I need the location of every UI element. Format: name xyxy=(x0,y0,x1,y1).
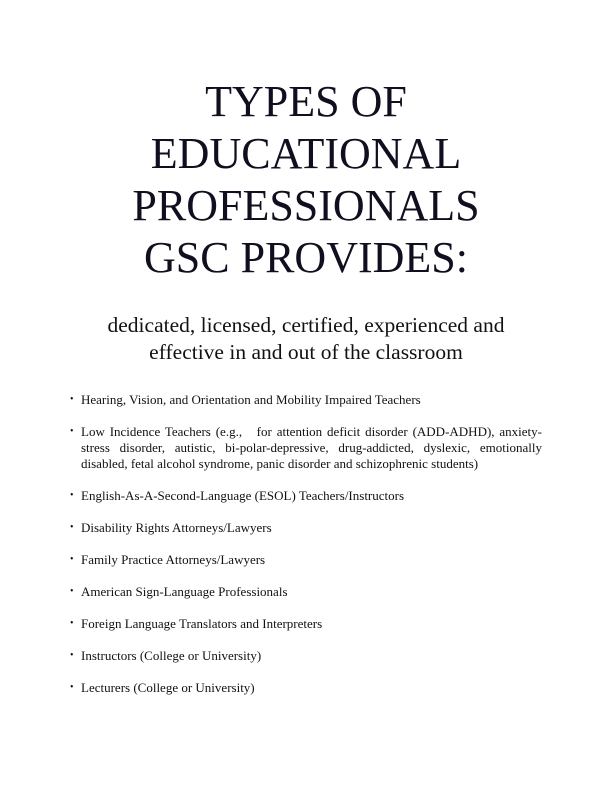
list-item xyxy=(70,424,546,472)
list-item-text: Lecturers (College or University) xyxy=(81,680,255,695)
list-item xyxy=(70,680,542,696)
list-item-text: American Sign-Language Professionals xyxy=(81,584,288,599)
list-item xyxy=(70,552,542,568)
bullet-icon: • xyxy=(70,586,74,597)
list-item xyxy=(70,584,542,600)
page-title xyxy=(0,76,612,284)
title-line-3: PROFESSIONALS xyxy=(132,181,480,230)
list-item xyxy=(70,520,542,536)
list-item-text: Disability Rights Attorneys/Lawyers xyxy=(81,520,272,535)
list-item-text: Instructors (College or University) xyxy=(81,648,262,663)
title-line-1: TYPES OF xyxy=(205,77,407,126)
bullet-icon: • xyxy=(70,522,74,533)
bullet-icon: • xyxy=(70,554,74,565)
bullet-icon: • xyxy=(70,682,74,693)
bullet-icon: • xyxy=(70,618,74,629)
list-item xyxy=(70,488,542,504)
subtitle-line-1: dedicated, licensed, certified, experienced and xyxy=(107,313,505,337)
list-item-text: Low Incidence Teachers (e.g., for attention deficit disorder (ADD-ADHD), anxiety-stress disorder, autistic, bi-polar-depressive, drug-addicted, dyslexic, emotionally disabled, fetal alcohol syndrome, panic disorder and schizophrenic students) xyxy=(81,424,546,471)
list-item xyxy=(70,616,542,632)
list-item-text: Family Practice Attorneys/Lawyers xyxy=(81,552,266,567)
subtitle xyxy=(0,312,612,366)
subtitle-line-2: effective in and out of the classroom xyxy=(149,340,463,364)
professionals-list xyxy=(70,392,546,712)
bullet-icon: • xyxy=(70,490,74,501)
list-item-text: Hearing, Vision, and Orientation and Mobility Impaired Teachers xyxy=(81,392,421,407)
title-line-2: EDUCATIONAL xyxy=(150,129,462,178)
title-line-4: GSC PROVIDES: xyxy=(144,233,468,282)
list-item xyxy=(70,648,542,664)
bullet-icon: • xyxy=(70,426,74,437)
list-item-text: English-As-A-Second-Language (ESOL) Teachers/Instructors xyxy=(81,488,405,503)
bullet-icon: • xyxy=(70,394,74,405)
list-item-text: Foreign Language Translators and Interpreters xyxy=(81,616,323,631)
list-item xyxy=(70,392,542,408)
bullet-icon: • xyxy=(70,650,74,661)
